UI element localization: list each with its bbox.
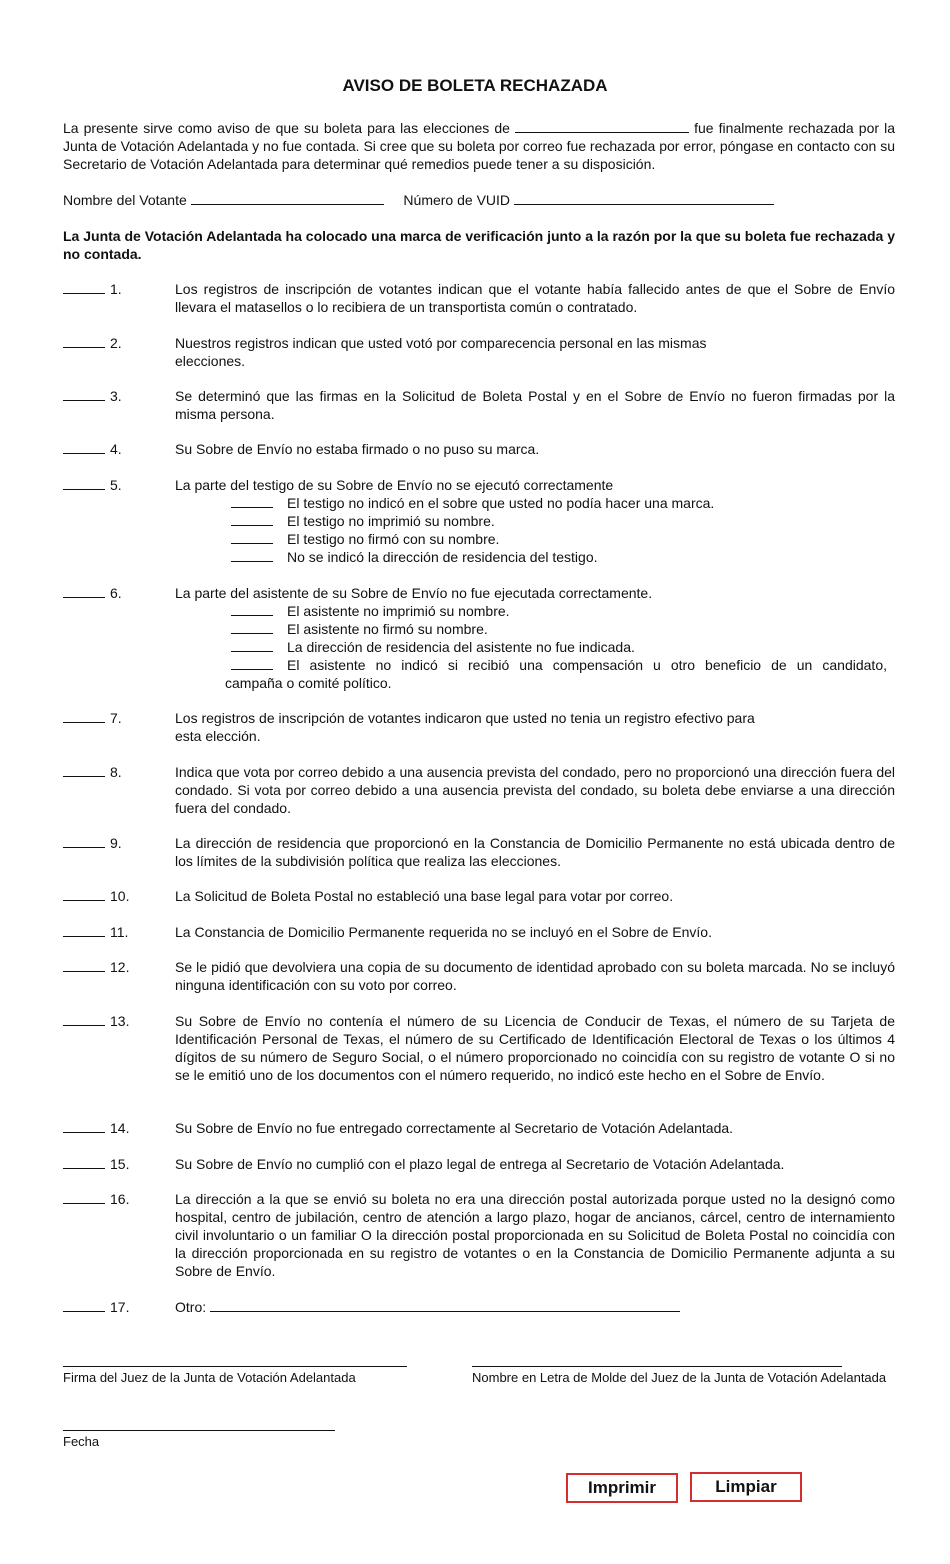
judge-printed-name-label: Nombre en Letra de Molde del Juez de la Junta de Votación Adelantada (472, 1370, 887, 1385)
reason-number: 2. (110, 335, 122, 351)
reason-number: 15. (110, 1156, 130, 1172)
sub-reason-checkbox[interactable] (231, 633, 273, 634)
vuid-label: Número de VUID (403, 192, 511, 208)
reason-checkbox-6[interactable] (63, 597, 105, 598)
sub-reason (175, 656, 895, 674)
reason-text: Nuestros registros indican que usted votó por comparecencia personal en las mismas elecciones. (175, 335, 707, 369)
intro-text-start: La presente sirve como aviso de que su boleta para las elecciones de (63, 120, 510, 136)
reason-text: La parte del testigo de su Sobre de Envío no se ejecutó correctamente (175, 477, 614, 493)
reason-number: 8. (110, 764, 122, 780)
instruction-text: La Junta de Votación Adelantada ha colocado una marca de verificación junto a la razón por la que su boleta fue rechazada y no contada. (63, 228, 895, 262)
reason-checkbox-3[interactable] (63, 400, 105, 401)
reason-checkbox-11[interactable] (63, 936, 105, 937)
sub-reason-checkbox[interactable] (231, 651, 273, 652)
sub-reason-checkbox[interactable] (231, 525, 273, 526)
sub-reason-text: El asistente no indicó si recibió una compensación u otro beneficio de un candidato, (287, 657, 887, 673)
sub-reason-text: No se indicó la dirección de residencia del testigo. (287, 549, 598, 565)
reason-checkbox-17[interactable] (63, 1311, 105, 1312)
reason-checkbox-5[interactable] (63, 489, 105, 490)
reason-number: 12. (110, 959, 130, 975)
reason-checkbox-13[interactable] (63, 1025, 105, 1026)
reason-number: 1. (110, 281, 122, 297)
reason-number: 13. (110, 1013, 130, 1029)
reason-checkbox-8[interactable] (63, 776, 105, 777)
sub-reason (175, 548, 895, 566)
reason-checkbox-4[interactable] (63, 453, 105, 454)
reason-number: 4. (110, 441, 122, 457)
sub-reason-checkbox[interactable] (231, 543, 273, 544)
reason-text: La dirección a la que se envió su boleta no era una dirección postal autorizada porque usted no la designó como hospital, centro de jubilación, centro de atención a largo plazo, hogar de ancianos, cárcel, centro de internamiento civil involuntario o un familiar O la dirección postal proporcionada en su Solicitud de Boleta Postal no coincidía con la dirección proporcionada en su registro de votantes o en la Constancia de Domicilio Permanente adjunta a su Sobre de Envío. (175, 1191, 895, 1279)
intro-paragraph (63, 119, 895, 173)
sub-reason-text: El asistente no imprimió su nombre. (287, 603, 510, 619)
voter-info-row (63, 191, 895, 209)
reason-number: 6. (110, 585, 122, 601)
other-label: Otro: (175, 1299, 207, 1315)
print-button[interactable]: Imprimir (566, 1473, 678, 1503)
sub-reason (175, 494, 895, 512)
date-label: Fecha (63, 1434, 100, 1449)
sub-reason-continuation: campaña o comité político. (225, 675, 392, 691)
reason-checkbox-2[interactable] (63, 347, 105, 348)
sub-reason (175, 638, 895, 656)
reason-text-block (175, 476, 895, 566)
sub-reason-checkbox[interactable] (231, 561, 273, 562)
intro-text-end: fue finalmente rechazada por la Junta de Votación Adelantada y no fue contada. Si cree que su boleta por correo fue rechazada por error, póngase en contacto con su Secretario de Votación Adelantada para determinar qué remedios puede tener a su disposición. (63, 120, 896, 172)
reason-text: Los registros de inscripción de votantes indicaron que usted no tenia un registro efectivo para esta elección. (175, 710, 755, 744)
voter-name-label: Nombre del Votante (63, 192, 187, 208)
reason-text: Su Sobre de Envío no fue entregado correctamente al Secretario de Votación Adelantada. (175, 1120, 734, 1136)
reason-checkbox-10[interactable] (63, 900, 105, 901)
reason-number: 11. (110, 924, 129, 940)
reason-number: 17. (110, 1299, 130, 1315)
voter-name-field[interactable] (191, 191, 384, 205)
sub-reason-text: La dirección de residencia del asistente no fue indicada. (287, 639, 635, 655)
sub-reason (175, 530, 895, 548)
sub-reason (175, 602, 895, 620)
reason-checkbox-15[interactable] (63, 1168, 105, 1169)
reason-checkbox-7[interactable] (63, 722, 105, 723)
date-line[interactable] (63, 1430, 335, 1431)
sub-reason-text: El testigo no firmó con su nombre. (287, 531, 500, 547)
reason-number: 5. (110, 477, 122, 493)
reason-text: La dirección de residencia que proporcionó en la Constancia de Domicilio Permanente no está ubicada dentro de los límites de la subdivisión política que realiza las elecciones. (175, 835, 895, 869)
sub-reason-text: El testigo no imprimió su nombre. (287, 513, 495, 529)
sub-reason-checkbox[interactable] (231, 615, 273, 616)
reason-text: Se le pidió que devolviera una copia de su documento de identidad aprobado con su boleta marcada. No se incluyó ninguna identificación con su voto por correo. (175, 959, 895, 993)
reason-text-block (175, 1298, 895, 1316)
sub-reason-text: El asistente no firmó su nombre. (287, 621, 488, 637)
reason-number: 7. (110, 710, 122, 726)
reason-checkbox-16[interactable] (63, 1203, 105, 1204)
vuid-field[interactable] (514, 191, 774, 205)
reason-checkbox-9[interactable] (63, 847, 105, 848)
election-field[interactable] (515, 119, 689, 133)
reason-number: 14. (110, 1120, 130, 1136)
reason-text: La Solicitud de Boleta Postal no estableció una base legal para votar por correo. (175, 888, 674, 904)
page-title: AVISO DE BOLETA RECHAZADA (342, 76, 608, 95)
reason-checkbox-12[interactable] (63, 971, 105, 972)
judge-signature-label: Firma del Juez de la Junta de Votación Adelantada (63, 1370, 356, 1385)
judge-signature-line[interactable] (63, 1366, 407, 1367)
reason-text-block (175, 584, 895, 692)
reason-number: 16. (110, 1191, 130, 1207)
reason-checkbox-14[interactable] (63, 1132, 105, 1133)
reason-text: Se determinó que las firmas en la Solicitud de Boleta Postal y en el Sobre de Envío no fueron firmadas por la misma persona. (175, 388, 895, 422)
judge-printed-name-line[interactable] (472, 1366, 842, 1367)
reason-number: 3. (110, 388, 122, 404)
reason-text: Los registros de inscripción de votantes indican que el votante había fallecido antes de que el Sobre de Envío llevara el matasellos o lo recibiera de un transportista común o contratado. (175, 281, 895, 315)
reason-text: Su Sobre de Envío no estaba firmado o no puso su marca. (175, 441, 540, 457)
sub-reason (175, 512, 895, 530)
reason-text: La Constancia de Domicilio Permanente requerida no se incluyó en el Sobre de Envío. (175, 924, 712, 940)
reason-number: 9. (110, 835, 122, 851)
sub-reason-checkbox[interactable] (231, 507, 273, 508)
sub-reason-text: El testigo no indicó en el sobre que usted no podía hacer una marca. (287, 495, 715, 511)
reason-text: Indica que vota por correo debido a una ausencia prevista del condado, pero no proporcionó una dirección fuera del condado. Si vota por correo debido a una ausencia prevista del condado, su boleta debe enviarse a una dirección fuera del condado. (175, 764, 895, 816)
sub-reason-checkbox[interactable] (231, 669, 273, 670)
clear-button[interactable]: Limpiar (690, 1472, 802, 1502)
reason-text: Su Sobre de Envío no cumplió con el plazo legal de entrega al Secretario de Votación Adelantada. (175, 1156, 785, 1172)
reason-text: La parte del asistente de su Sobre de Envío no fue ejecutada correctamente. (175, 585, 653, 601)
reason-text: Su Sobre de Envío no contenía el número de su Licencia de Conducir de Texas, el número de su Tarjeta de Identificación Personal de Texas, el número de su Certificado de Identificación Electoral de Texas o los últimos 4 dígitos de su número de Seguro Social, o el número proporcionado no coincidía con su registro de votante O si no se le emitió uno de los documentos con el número requerido, no indicó este hecho en el Sobre de Envío. (175, 1013, 895, 1083)
other-field[interactable] (210, 1298, 680, 1312)
sub-reason (175, 620, 895, 638)
reason-checkbox-1[interactable] (63, 293, 105, 294)
reason-number: 10. (110, 888, 130, 904)
